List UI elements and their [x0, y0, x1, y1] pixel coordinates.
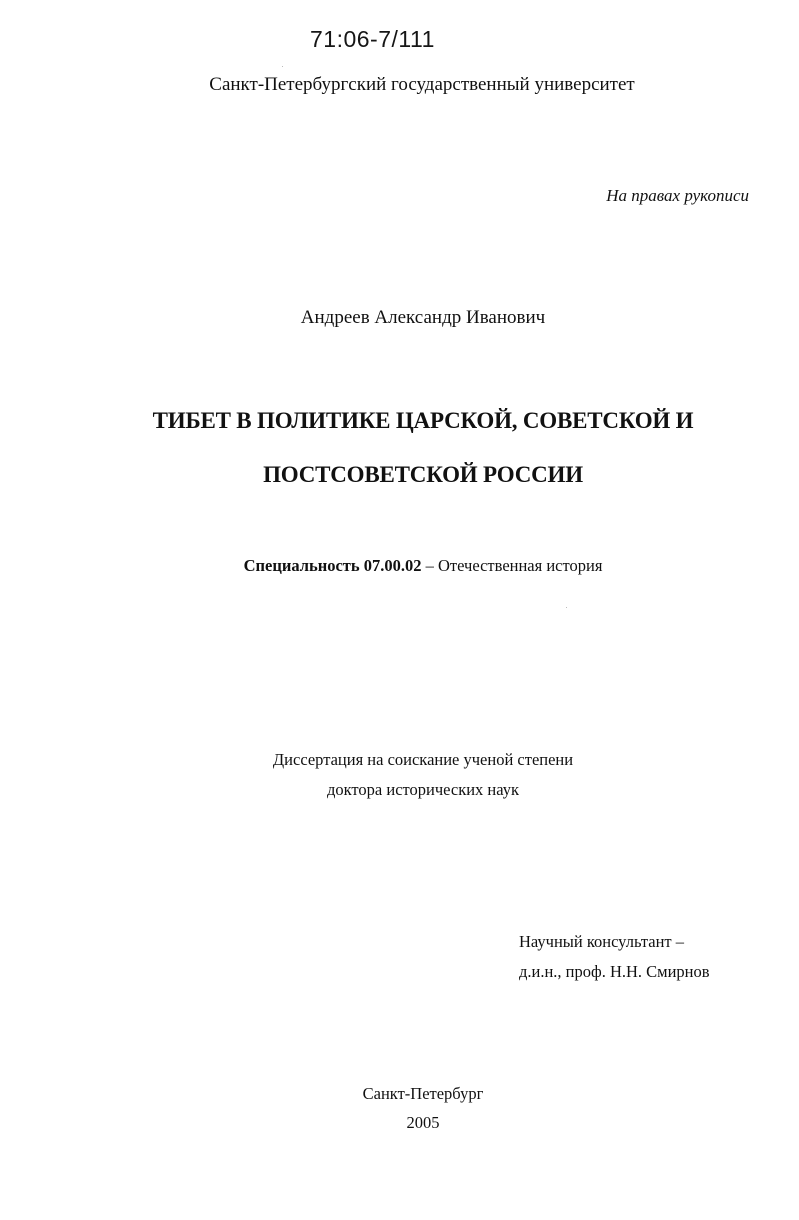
degree-line-1: Диссертация на соискание ученой степени	[272, 750, 574, 769]
manuscript-note: На правах рукописи	[606, 186, 749, 205]
consultant-label: Научный консультант –	[519, 932, 684, 951]
specialty	[0, 556, 799, 576]
scan-speck	[282, 66, 283, 67]
specialty-name: Отечественная история	[438, 556, 603, 575]
consultant-name: д.и.н., проф. Н.Н. Смирнов	[519, 962, 710, 981]
degree-line-2: доктора исторических наук	[326, 780, 520, 799]
dissertation-title-line-1: ТИБЕТ В ПОЛИТИКЕ ЦАРСКОЙ, СОВЕТСКОЙ И	[152, 408, 694, 433]
place-year: 2005	[406, 1113, 440, 1132]
scan-speck	[566, 607, 567, 608]
author-name: Андреев Александр Иванович	[300, 307, 546, 328]
place-city: Санкт-Петербург	[362, 1084, 484, 1103]
specialty-code: Специальность 07.00.02	[243, 556, 422, 575]
dissertation-title-line-2: ПОСТСОВЕТСКОЙ РОССИИ	[263, 462, 583, 487]
specialty-separator: –	[421, 556, 439, 575]
catalog-stamp: 71:06-7/111	[310, 26, 435, 52]
university-name: Санкт-Петербургский государственный университет	[209, 74, 635, 95]
